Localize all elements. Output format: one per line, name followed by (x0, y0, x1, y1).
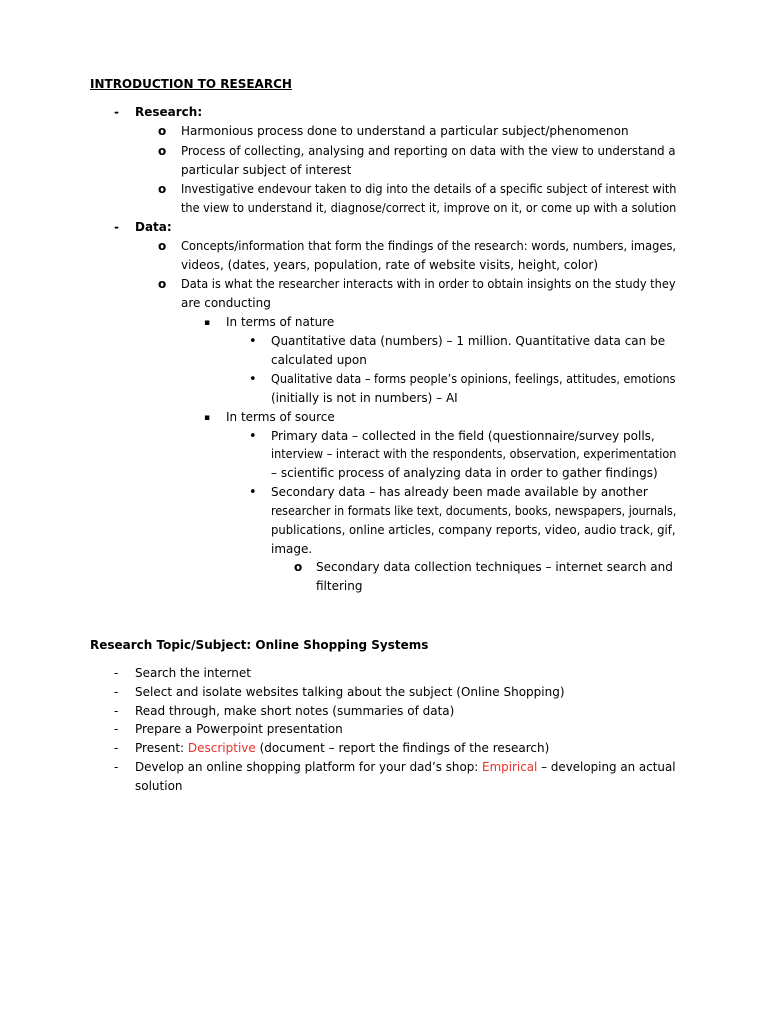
o-bullet: o (158, 182, 167, 196)
step-read: Read through, make short notes (summaries of data) (135, 704, 455, 718)
dash-bullet: - (114, 760, 119, 774)
secondary-line-2: researcher in formats like text, documents, books, newspapers, journals, (271, 504, 677, 518)
primary-line-1: Primary data – collected in the field (questionnaire/survey polls, (271, 429, 655, 443)
primary-line-3: – scientific process of analyzing data in order to gather findings) (271, 466, 658, 480)
dash-bullet: - (114, 666, 119, 680)
secondary-techniques-line-1: Secondary data collection techniques – internet search and (316, 560, 673, 574)
research-item-3-line-1: Investigative endevour taken to dig into the details of a specific subject of interest with (181, 182, 677, 196)
o-bullet: o (158, 277, 167, 291)
research-topic-heading: Research Topic/Subject: Online Shopping Systems (90, 638, 429, 652)
data-heading: Data: (135, 220, 172, 234)
secondary-techniques-line-2: filtering (316, 579, 363, 593)
dash-bullet: - (114, 685, 119, 699)
data-item-1-line-1: Concepts/information that form the findings of the research: words, numbers, images, (181, 239, 677, 253)
data-item-1-line-2: videos, (dates, years, population, rate of website visits, height, color) (181, 258, 599, 272)
dash-bullet: - (114, 722, 119, 736)
o-bullet: o (158, 124, 167, 138)
qualitative-line-2: (initially is not in numbers) – AI (271, 391, 458, 405)
data-item-2-line-2: are conducting (181, 296, 271, 310)
step-develop-line-2: solution (135, 779, 183, 793)
secondary-line-4: image. (271, 542, 313, 556)
square-bullet: ▪ (204, 318, 211, 328)
step-develop-prefix: Develop an online shopping platform for your dad’s shop: (135, 760, 483, 774)
secondary-line-3: publications, online articles, company reports, video, audio track, gif, (271, 523, 676, 537)
o-bullet: o (158, 239, 167, 253)
dash-bullet: - (114, 741, 119, 755)
nature-heading: In terms of nature (226, 315, 335, 329)
quantitative-line-1: Quantitative data (numbers) – 1 million. Quantitative data can be (271, 334, 666, 348)
dot-bullet: • (249, 429, 257, 444)
research-item-3-line-2: the view to understand it, diagnose/correct it, improve on it, or come up with a solution (181, 201, 677, 215)
o-bullet: o (158, 144, 167, 158)
dot-bullet: • (249, 485, 257, 500)
qualitative-line-1: Qualitative data – forms people’s opinions, feelings, attitudes, emotions (271, 372, 676, 386)
dash-bullet: - (114, 220, 119, 234)
empirical-highlight: Empirical (482, 760, 538, 774)
data-item-2-line-1: Data is what the researcher interacts with in order to obtain insights on the study they (181, 277, 676, 291)
o-bullet: o (294, 560, 303, 574)
secondary-line-1: Secondary data – has already been made available by another (271, 485, 648, 499)
step-present-suffix: (document – report the findings of the research) (255, 741, 550, 755)
dot-bullet: • (249, 372, 257, 387)
step-develop-suffix: – developing an actual (537, 760, 676, 774)
research-item-2-line-2: particular subject of interest (181, 163, 352, 177)
page-title: INTRODUCTION TO RESEARCH (90, 77, 292, 91)
descriptive-highlight: Descriptive (187, 741, 256, 755)
research-heading: Research: (135, 105, 203, 119)
step-select: Select and isolate websites talking about the subject (Online Shopping) (135, 685, 565, 699)
step-prepare: Prepare a Powerpoint presentation (135, 722, 343, 736)
step-present-prefix: Present: (135, 741, 188, 755)
step-develop (135, 758, 676, 777)
step-present (135, 739, 549, 758)
research-item-2-line-1: Process of collecting, analysing and reporting on data with the view to understand a (181, 144, 676, 158)
dash-bullet: - (114, 704, 119, 718)
dot-bullet: • (249, 334, 257, 349)
square-bullet: ▪ (204, 413, 211, 423)
research-item-1-line-1: Harmonious process done to understand a particular subject/phenomenon (181, 124, 629, 138)
dash-bullet: - (114, 105, 119, 119)
primary-line-2: interview – interact with the respondents, observation, experimentation (271, 447, 677, 461)
source-heading: In terms of source (226, 410, 335, 424)
step-search: Search the internet (135, 666, 251, 680)
quantitative-line-2: calculated upon (271, 353, 367, 367)
